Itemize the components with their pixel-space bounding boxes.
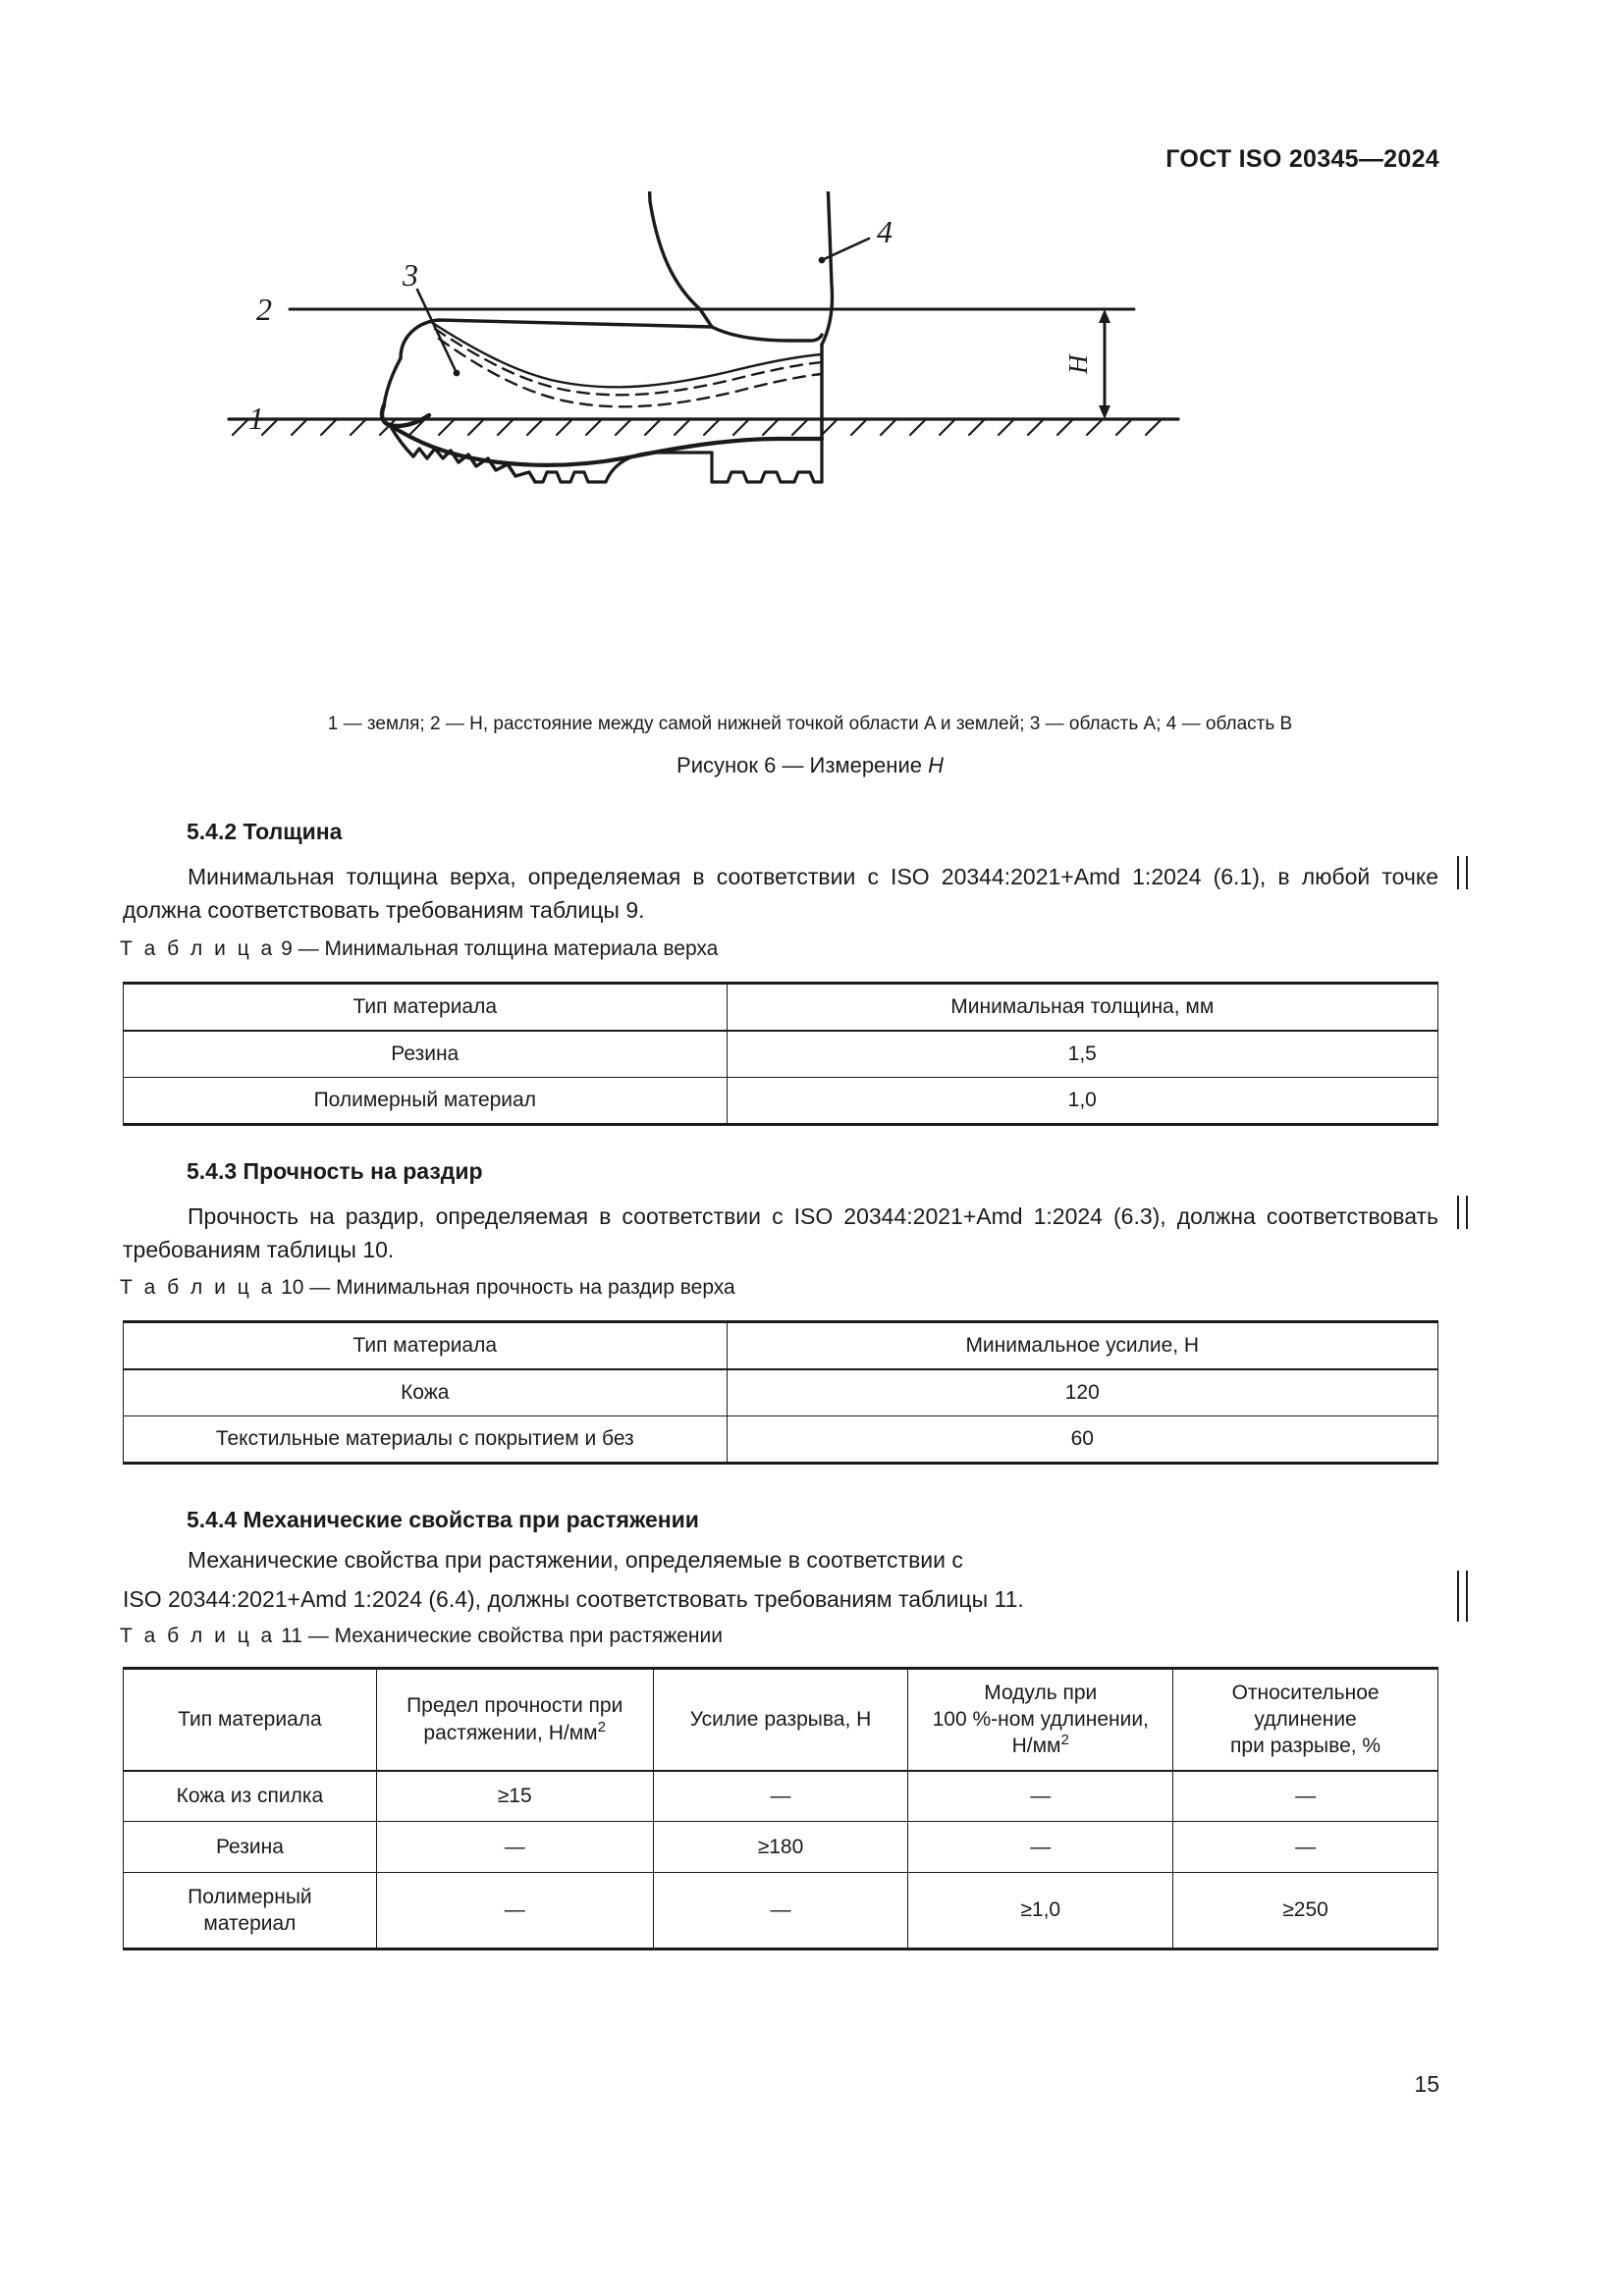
table-9-cell-material-2: Полимерный материал [124, 1078, 728, 1125]
table-10-caption-dash: — [309, 1276, 331, 1299]
table-9-caption [120, 937, 718, 961]
table-11-header-cell-tensile-strength [376, 1669, 653, 1771]
clause-paragraph-5-4-4-line-2: ISO 20344:2021+Amd 1:2024 (6.4), должны соответствовать требованиям таблицы 11. [123, 1586, 1024, 1612]
table-11-cell-material-2: Резина [124, 1822, 377, 1873]
table-11-header-tensile-line-1: Предел прочности при [406, 1694, 623, 1718]
table-11-cell-tensile-1: ≥15 [376, 1771, 653, 1822]
table-row [124, 1369, 1438, 1416]
table-11-header-modulus-line-2: 100 %-ном удлинении, [932, 1708, 1149, 1732]
clause-paragraph-5-4-4-text-1: Механические свойства при растяжении, определяемые в соответствии с [188, 1547, 963, 1573]
table-11-header-elongation-line-1: Относительное [1231, 1681, 1380, 1704]
table-10-header-cell-2: Минимальное усилие, Н [727, 1322, 1437, 1369]
figure-6-drawing [123, 191, 1497, 653]
figure-callout-2: 2 [256, 292, 272, 327]
table-11-header-row [124, 1669, 1438, 1771]
figure-caption-text: Рисунок 6 — Измерение [677, 753, 929, 777]
figure-dimension-label-h: H [1063, 354, 1093, 374]
table-10-header-row [124, 1322, 1438, 1369]
table-11-cell-modulus-2: — [908, 1822, 1173, 1873]
table-10-cell-value-1: 120 [727, 1369, 1437, 1416]
table-row [124, 1078, 1438, 1125]
clause-heading-5-4-2: 5.4.2 Толщина [187, 819, 343, 844]
table-11-cell-break-force-1: — [653, 1771, 908, 1822]
table-10 [123, 1320, 1438, 1465]
figure-6-legend: 1 — земля; 2 — H, расстояние между самой нижней точкой области A и землей; 3 — область A; 4 — область B [327, 714, 1293, 734]
table-10-cell-material-2: Текстильные материалы с покрытием и без [124, 1416, 728, 1464]
clause-paragraph-5-4-3: Прочность на раздир, определяемая в соответствии с ISO 20344:2021+Amd 1:2024 (6.3), должна соответствовать требованиям таблицы 10. [123, 1203, 1438, 1262]
table-11-cell-tensile-2: — [376, 1822, 653, 1873]
page-number: 15 [1414, 2071, 1439, 2097]
table-11-caption [120, 1625, 723, 1648]
table-11-header-cell-material: Тип материала [124, 1669, 377, 1771]
figure-caption-symbol: H [928, 753, 944, 777]
table-11-header-modulus-line-1: Модуль при [984, 1681, 1098, 1704]
table-10-caption [120, 1276, 735, 1300]
table-11-caption-label: Т а б л и ц а [120, 1625, 276, 1647]
table-11-caption-title: Механические свойства при растяжении [334, 1625, 723, 1647]
table-11-header-modulus-sup: 2 [1060, 1732, 1069, 1749]
table-11-header-elongation-line-3: при разрыве, % [1230, 1735, 1381, 1758]
table-11-cell-elongation-1: — [1173, 1771, 1438, 1822]
change-bar-mark [1457, 1571, 1468, 1622]
table-11-header-cell-modulus [908, 1669, 1173, 1771]
figure-callout-1: 1 [248, 400, 264, 436]
table-row [124, 1771, 1438, 1822]
clause-heading-5-4-3: 5.4.3 Прочность на раздир [187, 1158, 483, 1184]
table-11-cell-elongation-2: — [1173, 1822, 1438, 1873]
table-9-caption-title: Минимальная толщина материала верха [324, 937, 719, 960]
figure-callout-4: 4 [877, 214, 893, 249]
table-11 [123, 1667, 1438, 1950]
figure-6 [123, 191, 1497, 653]
clause-heading-5-4-4: 5.4.4 Механические свойства при растяжении [187, 1507, 699, 1532]
table-11-cell-material-1: Кожа из спилка [124, 1771, 377, 1822]
table-9-caption-label: Т а б л и ц а [120, 937, 276, 960]
figure-6-caption [123, 753, 1497, 778]
clause-paragraph-5-4-2: Минимальная толщина верха, определяемая в соответствии с ISO 20344:2021+Amd 1:2024 (6.1), в любой точке должна соответствовать требованиям таблицы 9. [123, 864, 1438, 923]
table-11-cell-material-3-line-1: Полимерный [188, 1885, 312, 1908]
table-11-cell-material-3 [124, 1873, 377, 1949]
document-header-standard-number: ГОСТ ISO 20345—2024 [1165, 145, 1439, 173]
table-10-header-cell-1: Тип материала [124, 1322, 728, 1369]
table-11-cell-break-force-3: — [653, 1873, 908, 1949]
table-11-cell-elongation-3: ≥250 [1173, 1873, 1438, 1949]
table-10-caption-title: Минимальная прочность на раздир верха [336, 1276, 735, 1299]
table-9-cell-value-1: 1,5 [727, 1031, 1437, 1078]
clause-paragraph-5-4-4-line-1 [123, 1543, 1438, 1576]
table-9-header-cell-2: Минимальная толщина, мм [727, 984, 1437, 1031]
table-11-cell-break-force-2: ≥180 [653, 1822, 908, 1873]
figure-callout-3: 3 [403, 257, 418, 293]
table-11-caption-number: 11 [281, 1625, 302, 1647]
table-row [124, 1416, 1438, 1464]
table-11-cell-modulus-1: — [908, 1771, 1173, 1822]
table-11-header-tensile-line-2: растяжении, Н/мм [423, 1721, 598, 1744]
table-11-header-modulus-line-3: Н/мм [1011, 1735, 1061, 1758]
table-9 [123, 982, 1438, 1126]
table-10-cell-material-1: Кожа [124, 1369, 728, 1416]
table-9-cell-material-1: Резина [124, 1031, 728, 1078]
table-11-header-cell-break-force: Усилие разрыва, Н [653, 1669, 908, 1771]
table-row [124, 1031, 1438, 1078]
table-11-cell-material-3-line-2: материал [203, 1912, 297, 1935]
table-9-cell-value-2: 1,0 [727, 1078, 1437, 1125]
table-11-header-tensile-sup: 2 [597, 1718, 606, 1735]
change-bar-mark [1457, 1196, 1468, 1229]
table-11-cell-modulus-3: ≥1,0 [908, 1873, 1173, 1949]
table-9-header-row [124, 984, 1438, 1031]
table-11-header-cell-elongation [1173, 1669, 1438, 1771]
table-11-cell-tensile-3: — [376, 1873, 653, 1949]
table-10-cell-value-2: 60 [727, 1416, 1437, 1464]
table-9-caption-number: 9 [281, 937, 293, 960]
table-9-header-cell-1: Тип материала [124, 984, 728, 1031]
table-10-caption-number: 10 [281, 1276, 304, 1299]
table-11-header-elongation-line-2: удлинение [1254, 1708, 1357, 1732]
table-10-caption-label: Т а б л и ц а [120, 1276, 276, 1299]
change-bar-mark [1457, 856, 1468, 889]
table-9-caption-dash: — [298, 937, 319, 960]
table-row [124, 1822, 1438, 1873]
table-row [124, 1873, 1438, 1949]
table-11-caption-dash: — [307, 1625, 329, 1647]
